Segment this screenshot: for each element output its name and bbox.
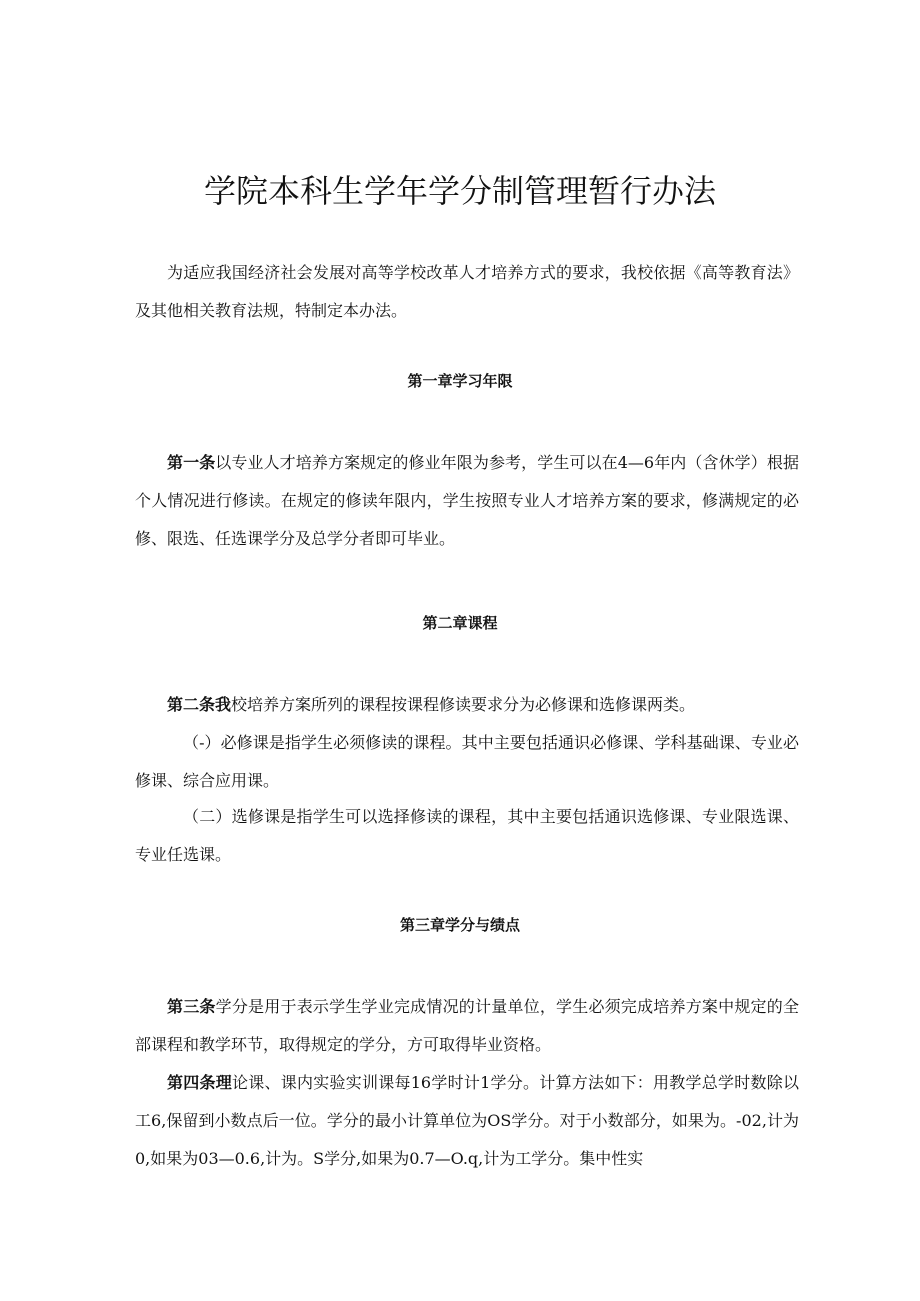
article-2-item-1: （-）必修课是指学生必须修读的课程。其中主要包括通识必修课、学科基础课、专业必修课、综合应用课。 (135, 733, 799, 790)
article-1-text: 以专业人才培养方案规定的修业年限为参考，学生可以在4—6年内（含休学）根据个人情况进行修读。在规定的修读年限内，学生按照专业人才培养方案的要求，修满规定的必修、限选、任选课学分及总学分者即可毕业。 (135, 453, 799, 548)
article-2-item-2: （二）选修课是指学生可以选择修读的课程，其中主要包括通识选修课、专业限选课、专业任选课。 (135, 807, 799, 864)
article-2-label: 第二条我 (167, 695, 232, 714)
preamble-paragraph: 为适应我国经济社会发展对高等学校改革人才培养方式的要求，我校依据《高等教育法》及其他相关教育法规，特制定本办法。 (135, 263, 799, 320)
article-4-label: 第四条理 (167, 1073, 232, 1092)
article-1-paragraph (135, 444, 799, 558)
chapter-1-heading: 第一章学习年限 (407, 372, 513, 390)
article-3-paragraph (135, 988, 799, 1064)
article-2-text: 校培养方案所列的课程按课程修读要求分为必修课和选修课两类。 (231, 695, 696, 714)
chapter-2-heading: 第二章课程 (422, 614, 498, 632)
article-4-text: 论课、课内实验实训课每16学时计1学分。计算方法如下：用教学总学时数除以工6,保留到小数点后一位。学分的最小计算单位为OS学分。对于小数部分，如果为。-02,计为0,如果为03—0.6,计为。S学分,如果为0.7—O.q,计为工学分。集中性实 (135, 1073, 799, 1168)
article-4-paragraph (135, 1064, 799, 1178)
article-3-label: 第三条 (167, 997, 216, 1016)
document-title: 学院本科生学年学分制管理暂行办法 (203, 172, 716, 210)
article-3-text: 学分是用于表示学生学业完成情况的计量单位，学生必须完成培养方案中规定的全部课程和教学环节，取得规定的学分，方可取得毕业资格。 (135, 997, 799, 1054)
chapter-3-heading: 第三章学分与绩点 (399, 916, 520, 934)
article-2-paragraph (135, 686, 799, 724)
article-1-label: 第一条 (167, 453, 216, 472)
